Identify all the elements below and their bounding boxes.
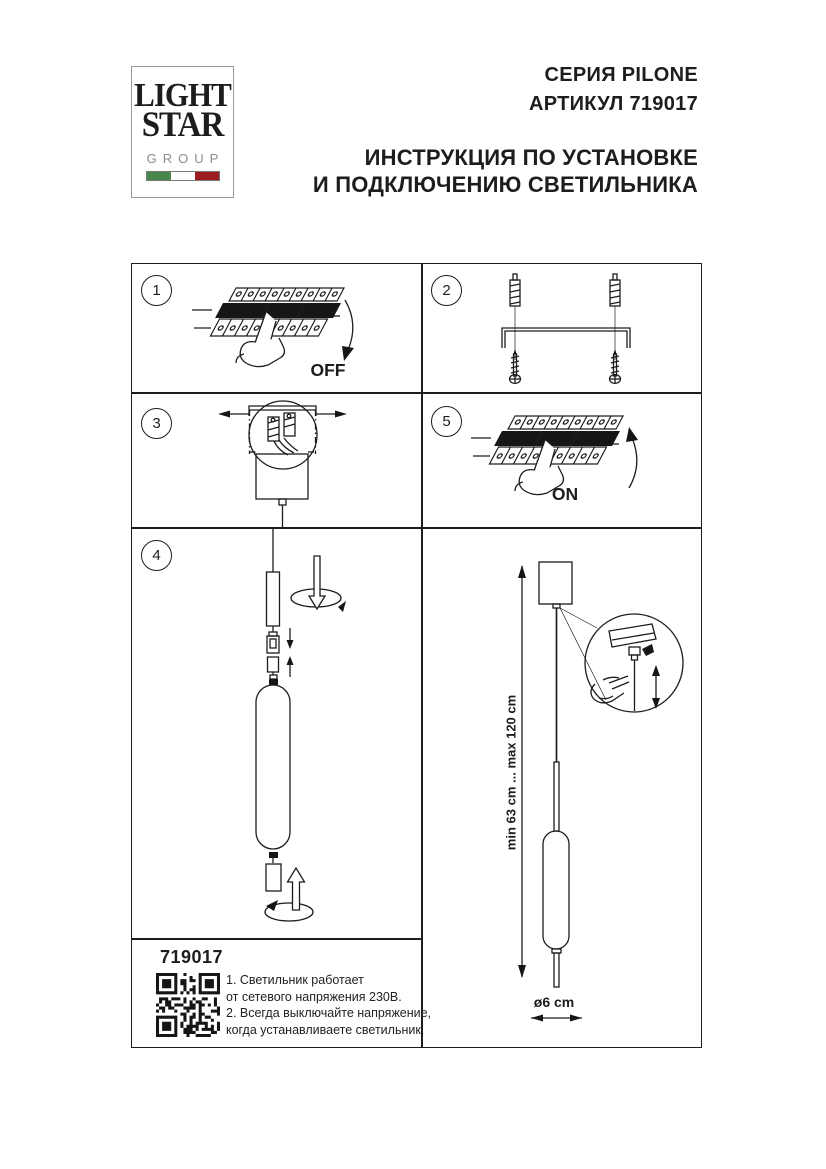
arrow-down-icon [309,556,325,609]
height-dimension-arrow [518,565,526,978]
logo-word-group: GROUP [146,151,225,166]
mounting-bracket-icon [502,328,630,348]
qr-code [156,973,220,1037]
cable-gland [279,499,286,505]
flag-green [147,172,171,180]
step-2-number: 2 [431,275,462,306]
italian-flag-icon [146,171,220,181]
lamp-diffuser [256,685,290,849]
flag-white [171,172,195,180]
bottom-rod [554,953,559,987]
step-4-number: 4 [141,540,172,571]
canopy-box [256,454,308,499]
note-line: от сетевого напряжения 230В. [226,989,402,1004]
row-divider-3 [132,938,422,940]
top-rod [554,762,559,831]
side-screw-icon [218,411,347,418]
lock-lever [642,644,654,656]
end-cap [266,864,281,891]
header-titles [529,61,698,119]
terminal-block-icon [268,413,298,455]
connector-lower [268,657,279,672]
steps-table [131,263,702,1048]
ceiling-canopy [539,562,572,604]
on-label: ON [551,484,579,504]
rotate-arrow-icon [265,900,313,921]
arrow-up-icon [626,427,638,488]
height-range-label: min 63 cm ... max 120 cm [503,694,519,851]
series-title: СЕРИЯ PILONE [544,64,698,86]
off-label: OFF [310,360,346,380]
flag-red [195,172,219,180]
lightstar-logo [131,66,234,198]
logo-word-star: STAR [141,105,224,145]
step4-lamp-assembly-diagram [132,528,421,937]
lamp-diffuser [543,831,569,949]
footer-article-number: 719017 [160,947,224,967]
wall-plug-icon [510,274,520,360]
wall-plug-icon [610,274,620,360]
logo-word-light: LIGHT [134,75,231,114]
step2-mounting-hardware-diagram [423,264,701,392]
diameter-dimension-arrow [531,1015,582,1022]
safety-notes [226,972,431,1038]
cable-lock [629,647,640,655]
pinching-hand-icon [591,676,629,703]
step1-power-off-diagram [132,264,421,392]
screw-icon [510,349,521,384]
article-title: АРТИКУЛ 719017 [528,93,698,115]
step-5-number: 5 [431,406,462,437]
screw-icon [610,349,621,384]
arrow-up-icon [288,868,305,910]
note-line: 1. Светильник работает [226,973,364,987]
lamp-dimensions-diagram [423,528,701,1046]
cable-adjuster-detail [560,608,683,712]
small-arrow-down-icon [287,628,294,649]
step5-power-on-diagram [423,394,701,527]
note-line: 2. Всегда выключайте напряжение, [226,1006,432,1020]
detail-circle [249,401,317,469]
up-down-arrow-icon [652,665,660,709]
small-arrow-up-icon [287,656,294,677]
instruction-title [313,144,698,198]
instruction-line1: ИНСТРУКЦИЯ ПО УСТАНОВКЕ [364,145,698,170]
note-line: когда устанавливаете светильник. [226,1022,425,1037]
step3-canopy-wiring-diagram [132,394,421,527]
diameter-label: ø6 cm [533,994,575,1010]
instruction-line2: И ПОДКЛЮЧЕНИЮ СВЕТИЛЬНИКА [312,172,698,197]
arrow-down-icon [342,300,354,361]
step-1-number: 1 [141,275,172,306]
step-3-number: 3 [141,408,172,439]
suspension-tube [267,572,280,626]
